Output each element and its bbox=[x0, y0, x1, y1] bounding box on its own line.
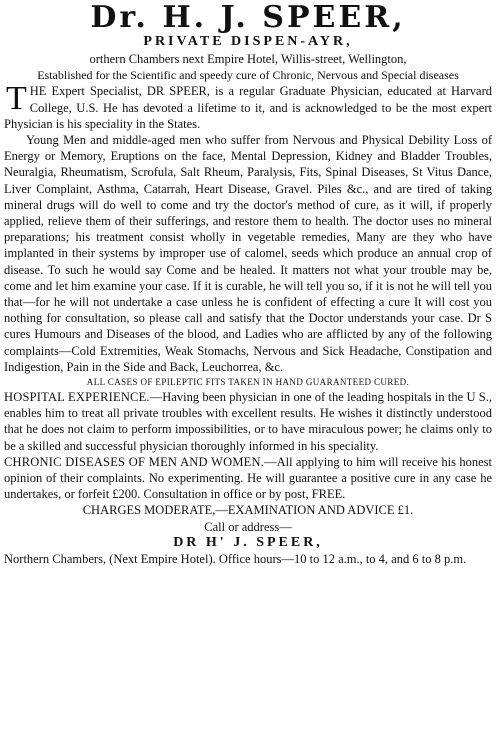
address-line: orthern Chambers next Empire Hotel, Willis-street, Wellington, bbox=[89, 52, 407, 66]
call-or-address-line: Call or address— bbox=[204, 519, 292, 534]
chronic-text: —All applying to him will receive his honest opinion of their complaints. No experimenting. He will guarantee a positive cure in any case he undertakes, or forfeit £200. Consultation in office or by post, FREE. bbox=[4, 454, 492, 502]
conditions-paragraph: Young Men and middle-aged men who suffer from Nervous and Physical Debility Loss of Energy or Memory, Eruptions on the face, Mental Depression, Kidney and Bladder Troubles, Neuralgia, Rheumatism, Scrofula, Salt Rheum, Paralysis, Fits, Spinal Diseases, St Vitus Dance, Liver Complaint, Asthma, Catarrah, Heart Disease, Gravel. Piles &c., and are tired of taking mineral drugs will do well to come and try the doctor's method of cure, as it will, if properly applied, relieve them of their sufferings, and restore them to health. The doctor uses no mineral preparations; his treatment consist wholly in vegetable remedies, Many are they who have implanted in their systems by improper use of calomel, seeds which produce an annual crop of disease. To such he would say Come and be healed. It matters not what your trouble may be, come and let him examine your case. If it is curable, he will tell you so, if it is not he will tell you that—for he will not undertake a case unless he is confident of effecting a cure It will cost you nothing for consultation, so please call and satisfy that the Doctor understands your case. Dr S cures Humours and Diseases of the blood, and Ladies who are afflicted by any of the following complaints—Cold Extremities, Weak Stomachs, Nervous and Sick Headache, Constipation and Indigestion, Pain in the Side and Back, Leuchorrea, &c. bbox=[4, 133, 492, 374]
dispensary-subtitle: PRIVATE DISPEN-AYR, bbox=[143, 34, 353, 49]
hospital-heading: HOSPITAL EXPERIENCE. bbox=[4, 390, 150, 405]
charges-line: CHARGES MODERATE,—EXAMINATION AND ADVICE £1. bbox=[82, 503, 414, 518]
intro-text: HE Expert Specialist, DR SPEER, is a regular Graduate Physician, educated at Harvard College, U.S. He has devoted a lifetime to it, and is acknowledged to be the most expert Physician is his speciality in the States. bbox=[4, 84, 492, 131]
established-line: Established for the Scientific and speedy cure of Chronic, Nervous and Special diseases bbox=[37, 68, 459, 83]
address-doctor-name: DR H' J. SPEER, bbox=[173, 535, 323, 551]
doctor-name-title: Dr. H. J. SPEER, bbox=[90, 0, 406, 35]
intro-paragraph bbox=[4, 80, 492, 132]
chronic-heading: CHRONIC DISEASES OF MEN AND WOMEN. bbox=[4, 454, 265, 469]
hospital-paragraph bbox=[4, 389, 492, 454]
chronic-paragraph bbox=[4, 454, 492, 503]
epileptic-guarantee-line: ALL CASES OF EPILEPTIC FITS TAKEN IN HAND GUARANTEED CURED. bbox=[86, 377, 410, 388]
office-hours-line: Northern Chambers, (Next Empire Hotel). Office hours—10 to 12 a.m., to 4, and 6 to 8 p.m. bbox=[4, 552, 467, 567]
dropcap-letter: T bbox=[6, 80, 27, 118]
hospital-text: —Having been physician in one of the leading hospitals in the U S., enables him to treat all private troubles with excellent results. He wishes it distinctly understood that he does not claim to perform impossibilities, or to have miraculous power; he claims only to be a skilled and successful physician thoroughly informed in his speciality. bbox=[4, 390, 493, 453]
